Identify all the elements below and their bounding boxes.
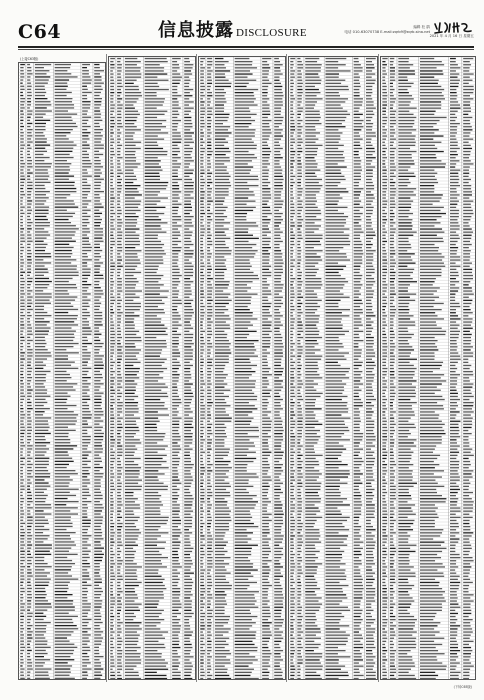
column-divider-1 xyxy=(106,54,107,682)
disclosure-table-column-2 xyxy=(108,56,196,680)
continuation-note: (上接C63版) xyxy=(20,57,39,61)
section-title-english: DISCLOSURE xyxy=(236,27,307,39)
masthead-rule xyxy=(18,46,474,48)
masthead-meta xyxy=(344,25,430,35)
disclosure-table-column-4 xyxy=(288,56,378,680)
continuation-footer: (下转C65版) xyxy=(453,685,472,689)
masthead-rule-thin xyxy=(18,49,474,50)
column-divider-3 xyxy=(286,54,287,682)
column-divider-2 xyxy=(196,54,197,682)
issue-date: 2021 年 4 月 16 日 星期五 xyxy=(429,34,474,38)
disclosure-table-column-5 xyxy=(380,56,476,680)
editor-line: 编辑 杜 鹃 xyxy=(413,25,430,29)
masthead xyxy=(18,20,474,44)
contact-line: 电话 010-63070738 E-mail:zqrb9@zqrb.sina.net xyxy=(344,30,430,34)
page-number: C64 xyxy=(18,21,62,43)
disclosure-columns xyxy=(18,54,474,682)
newspaper-logo xyxy=(429,20,474,44)
disclosure-table-column-3 xyxy=(198,56,286,680)
column-divider-4 xyxy=(378,54,379,682)
disclosure-table-column-1 xyxy=(18,62,106,680)
section-title-chinese: 信息披露 xyxy=(158,20,234,41)
section-title xyxy=(158,20,307,44)
